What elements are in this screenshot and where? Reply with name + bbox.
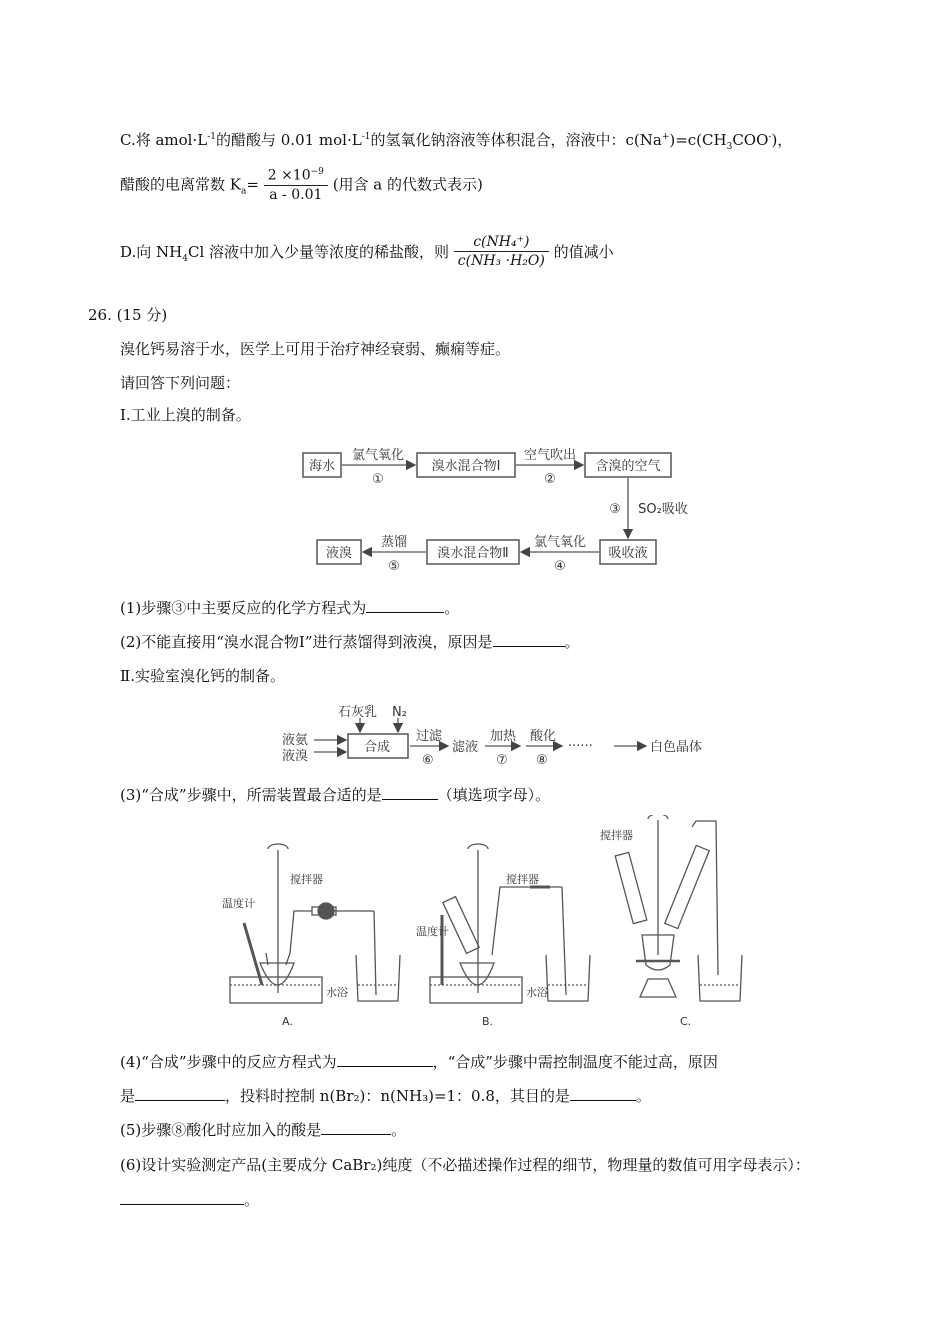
flow1-arrow-1-label: 氯气氧化 [351, 448, 405, 463]
answer-blank-2[interactable] [493, 632, 565, 647]
question-5: (5)步骤⑧酸化时应加入的酸是 。 [120, 1121, 407, 1139]
flow2-filter-label: 过滤 [416, 729, 443, 744]
flow1-arrow-5-label: 蒸馏 [380, 535, 408, 550]
option-c-line2: 醋酸的电离常数 $K_a=$ $\frac{2 \times 10^{-9}}{a - 0.01}$ (用含 a 的代数式表示) [120, 165, 483, 209]
answer-blank-1[interactable] [366, 598, 444, 613]
flow1-arrow-4-label: 氯气氧化 [533, 535, 587, 550]
answer-blank-5[interactable] [321, 1120, 391, 1135]
flow1-arrow-3-step: ③ [609, 502, 621, 517]
flow2-product: 白色晶体 [650, 740, 703, 755]
q26-section2: Ⅱ.实验室溴化钙的制备。 [120, 667, 285, 685]
flow1-arrow-2-step: ② [544, 472, 556, 487]
ka-fraction: $\frac{2 \times 10^{-9}}{a - 0.01}$ [264, 163, 328, 204]
question-4-line2: 是 ，投料时控制 n(Br₂)：n(NH₃)=1：0.8，其目的是 。 [120, 1087, 651, 1105]
apparatus-a [230, 844, 400, 1003]
flow2-heat-step: ⑦ [496, 753, 508, 768]
flow2-lime-milk: 石灰乳 [338, 705, 378, 720]
option-d-line: D.向 $NH_4Cl$ 溶液中加入少量等浓度的稀盐酸，则 $\frac{\text{c(NH₄⁺)}}{\text{c(NH₃ ·H₂O)}}$ 的值减小 [120, 233, 614, 269]
flow1-box-4: 溴水混合物Ⅱ [437, 546, 509, 561]
flow1-box-5: 液溴 [325, 546, 353, 561]
answer-blank-3[interactable] [382, 785, 438, 800]
flow1-arrow-4-step: ④ [554, 559, 566, 574]
question-4-line1: (4)“合成”步骤中的反应方程式为 ，“合成”步骤中需控制温度不能过高，原因 [120, 1053, 718, 1071]
flow2-filter-step: ⑥ [422, 753, 434, 768]
calcium-bromide-flow-diagram [280, 702, 720, 770]
answer-blank-4b[interactable] [135, 1086, 225, 1101]
question-6-answer: 。 [120, 1190, 259, 1210]
flow2-acid-label: 酸化 [530, 729, 557, 744]
flow2-heat-label: 加热 [490, 729, 517, 744]
flow1-box-1: 溴水混合物Ⅰ [431, 459, 501, 474]
bromine-flow-diagram [295, 443, 695, 578]
q26-section1: Ⅰ.工业上溴的制备。 [120, 406, 251, 424]
flow1-box-2: 含溴的空气 [595, 459, 661, 474]
apparatus-c [615, 815, 742, 1001]
flow2-input-ammonia: 液氨 [282, 733, 309, 748]
flow2-input-bromine: 液溴 [282, 749, 309, 764]
q26-intro: 溴化钙易溶于水，医学上可用于治疗神经衰弱、癫痫等症。 [120, 340, 511, 358]
question-6: (6)设计实验测定产品(主要成分 CaBr₂)纯度（不必描述操作过程的细节，物理量的数值可用字母表示）： [120, 1156, 810, 1174]
flow2-filtrate: 滤液 [452, 740, 479, 755]
ratio-fraction: $\frac{\text{c(NH₄⁺)}}{\text{c(NH₃ ·H₂O)}}$ [454, 233, 549, 270]
option-c-line1: C.将 $amol\cdot L^{-1}$的醋酸与 0.01 $mol\cdot L^{-1}$的氢氧化钠溶液等体积混合，溶液中：$c(Na^+)=c(CH_3COO^-)$， [120, 131, 793, 152]
answer-blank-4a[interactable] [337, 1052, 433, 1067]
b-label-stirrer: 搅拌器 [506, 873, 539, 886]
flow1-arrow-2-label: 空气吹出 [523, 448, 577, 463]
q26-header: 26. (15 分) [88, 306, 168, 324]
b-label-bath: 水浴 [526, 986, 548, 999]
flow1-arrow-1-step: ① [372, 472, 384, 487]
a-label-stirrer: 搅拌器 [290, 873, 323, 886]
c-caption: C. [680, 1015, 692, 1028]
c-label-stirrer: 搅拌器 [600, 829, 633, 842]
b-caption: B. [482, 1015, 494, 1028]
flow1-box-3: 吸收液 [608, 546, 648, 561]
flow2-dots: ······ [568, 739, 593, 754]
question-1: (1)步骤③中主要反应的化学方程式为 。 [120, 599, 460, 617]
b-label-thermometer: 温度计 [416, 925, 449, 938]
answer-blank-4c[interactable] [570, 1086, 636, 1101]
a-caption: A. [282, 1015, 293, 1028]
a-label-thermometer: 温度计 [222, 897, 255, 910]
a-label-bath: 水浴 [326, 986, 348, 999]
question-3: (3)“合成”步骤中，所需装置最合适的是 （填选项字母）。 [120, 786, 551, 804]
apparatus-b [430, 844, 590, 1003]
flow2-box-label: 合成 [364, 740, 391, 755]
flow1-arrow-5-step: ⑤ [388, 559, 400, 574]
flow1-box-0: 海水 [308, 459, 336, 474]
apparatus-figure [210, 815, 750, 1035]
question-2: (2)不能直接用“溴水混合物Ⅰ”进行蒸馏得到液溴，原因是 。 [120, 633, 580, 651]
flow2-nitrogen: N₂ [392, 705, 407, 720]
answer-blank-6[interactable] [120, 1190, 244, 1205]
flow2-acid-step: ⑧ [536, 753, 548, 768]
q26-prompt: 请回答下列问题： [120, 374, 241, 392]
flow1-arrow-3-label: SO₂吸收 [638, 502, 688, 517]
